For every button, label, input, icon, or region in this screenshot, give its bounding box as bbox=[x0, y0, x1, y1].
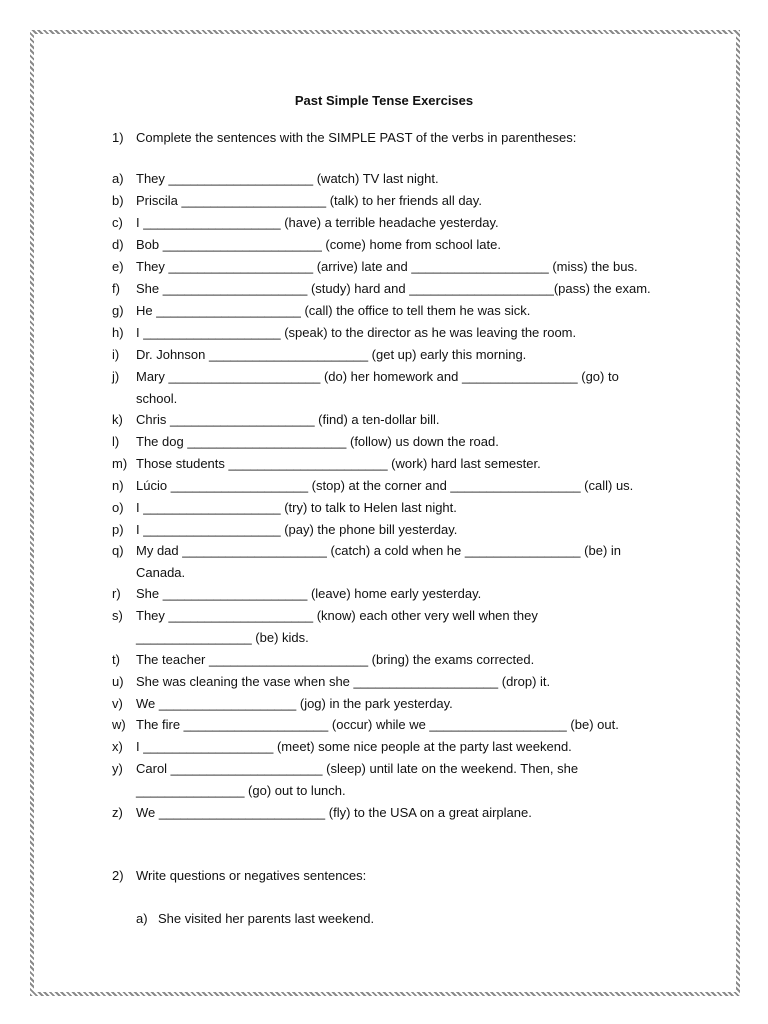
item-label: b) bbox=[112, 193, 124, 208]
item-label: i) bbox=[112, 347, 120, 362]
item-label: s) bbox=[112, 608, 123, 623]
item-label: m) bbox=[112, 456, 128, 471]
item-text: Bob ______________________ (come) home from school late. bbox=[136, 237, 501, 252]
item-text: The dog ______________________ (follow) us down the road. bbox=[136, 434, 499, 449]
section-1-heading bbox=[112, 130, 576, 145]
item-label: c) bbox=[112, 215, 123, 230]
item-label: e) bbox=[112, 259, 124, 274]
item-label: p) bbox=[112, 522, 124, 537]
item-text: She ____________________ (leave) home early yesterday. bbox=[136, 586, 482, 601]
section-2-instructions: Write questions or negatives sentences: bbox=[136, 868, 367, 883]
item-text-continuation: Canada. bbox=[136, 565, 186, 580]
item-label: r) bbox=[112, 586, 121, 601]
section-2-number: 2) bbox=[112, 868, 124, 883]
item-text: I ___________________ (try) to talk to Helen last night. bbox=[136, 500, 457, 515]
item-label: a) bbox=[112, 171, 124, 186]
item-label: o) bbox=[112, 500, 124, 515]
item-label: w) bbox=[112, 717, 126, 732]
item-text: My dad ____________________ (catch) a cold when he ________________ (be) in bbox=[136, 543, 621, 558]
item-label: g) bbox=[112, 303, 124, 318]
item-text: She was cleaning the vase when she ____________________ (drop) it. bbox=[136, 674, 551, 689]
item-text: Chris ____________________ (find) a ten-dollar bill. bbox=[136, 412, 440, 427]
item-label: k) bbox=[112, 412, 123, 427]
item-text: Those students ______________________ (work) hard last semester. bbox=[136, 456, 541, 471]
item-text: We _______________________ (fly) to the USA on a great airplane. bbox=[136, 805, 532, 820]
item-text: She visited her parents last weekend. bbox=[158, 911, 375, 926]
item-text: They ____________________ (arrive) late and ___________________ (miss) the bus. bbox=[136, 259, 638, 274]
item-text: I ___________________ (pay) the phone bill yesterday. bbox=[136, 522, 458, 537]
item-text: Dr. Johnson ______________________ (get up) early this morning. bbox=[136, 347, 527, 362]
item-label: n) bbox=[112, 478, 124, 493]
item-label: l) bbox=[112, 434, 120, 449]
item-text: We ___________________ (jog) in the park yesterday. bbox=[136, 696, 453, 711]
item-text: I ___________________ (have) a terrible headache yesterday. bbox=[136, 215, 499, 230]
item-label: t) bbox=[112, 652, 120, 667]
item-text: I ___________________ (speak) to the director as he was leaving the room. bbox=[136, 325, 577, 340]
item-text-continuation: ________________ (be) kids. bbox=[136, 630, 309, 645]
item-label: y) bbox=[112, 761, 123, 776]
item-label: j) bbox=[112, 369, 120, 384]
item-text: The teacher ______________________ (bring) the exams corrected. bbox=[136, 652, 535, 667]
item-text: Mary _____________________ (do) her homework and ________________ (go) to bbox=[136, 369, 619, 384]
section-1-number: 1) bbox=[112, 130, 124, 145]
item-text: He ____________________ (call) the office to tell them he was sick. bbox=[136, 303, 531, 318]
item-label: z) bbox=[112, 805, 123, 820]
item-label: h) bbox=[112, 325, 124, 340]
item-label: v) bbox=[112, 696, 123, 711]
item-text: She ____________________ (study) hard and ____________________(pass) the exam. bbox=[136, 281, 651, 296]
section-1-instructions: Complete the sentences with the SIMPLE PAST of the verbs in parentheses: bbox=[136, 130, 577, 145]
item-label: q) bbox=[112, 543, 124, 558]
item-label: d) bbox=[112, 237, 124, 252]
item-text: I __________________ (meet) some nice people at the party last weekend. bbox=[136, 739, 572, 754]
item-text: Carol _____________________ (sleep) until late on the weekend. Then, she bbox=[136, 761, 579, 776]
worksheet-title: Past Simple Tense Exercises bbox=[294, 93, 474, 108]
item-label: a) bbox=[136, 911, 148, 926]
item-text: The fire ____________________ (occur) while we ___________________ (be) out. bbox=[136, 717, 619, 732]
item-text: Priscila ____________________ (talk) to her friends all day. bbox=[136, 193, 482, 208]
item-label: u) bbox=[112, 674, 124, 689]
section-2-item bbox=[136, 911, 374, 926]
item-text-continuation: school. bbox=[136, 391, 178, 406]
item-text: Lúcio ___________________ (stop) at the corner and __________________ (call) us. bbox=[136, 478, 634, 493]
item-text-continuation: _______________ (go) out to lunch. bbox=[136, 783, 346, 798]
section-2-heading bbox=[112, 868, 366, 883]
item-label: x) bbox=[112, 739, 123, 754]
item-text: They ____________________ (know) each other very well when they bbox=[136, 608, 538, 623]
item-label: f) bbox=[112, 281, 120, 296]
item-text: They ____________________ (watch) TV last night. bbox=[136, 171, 439, 186]
